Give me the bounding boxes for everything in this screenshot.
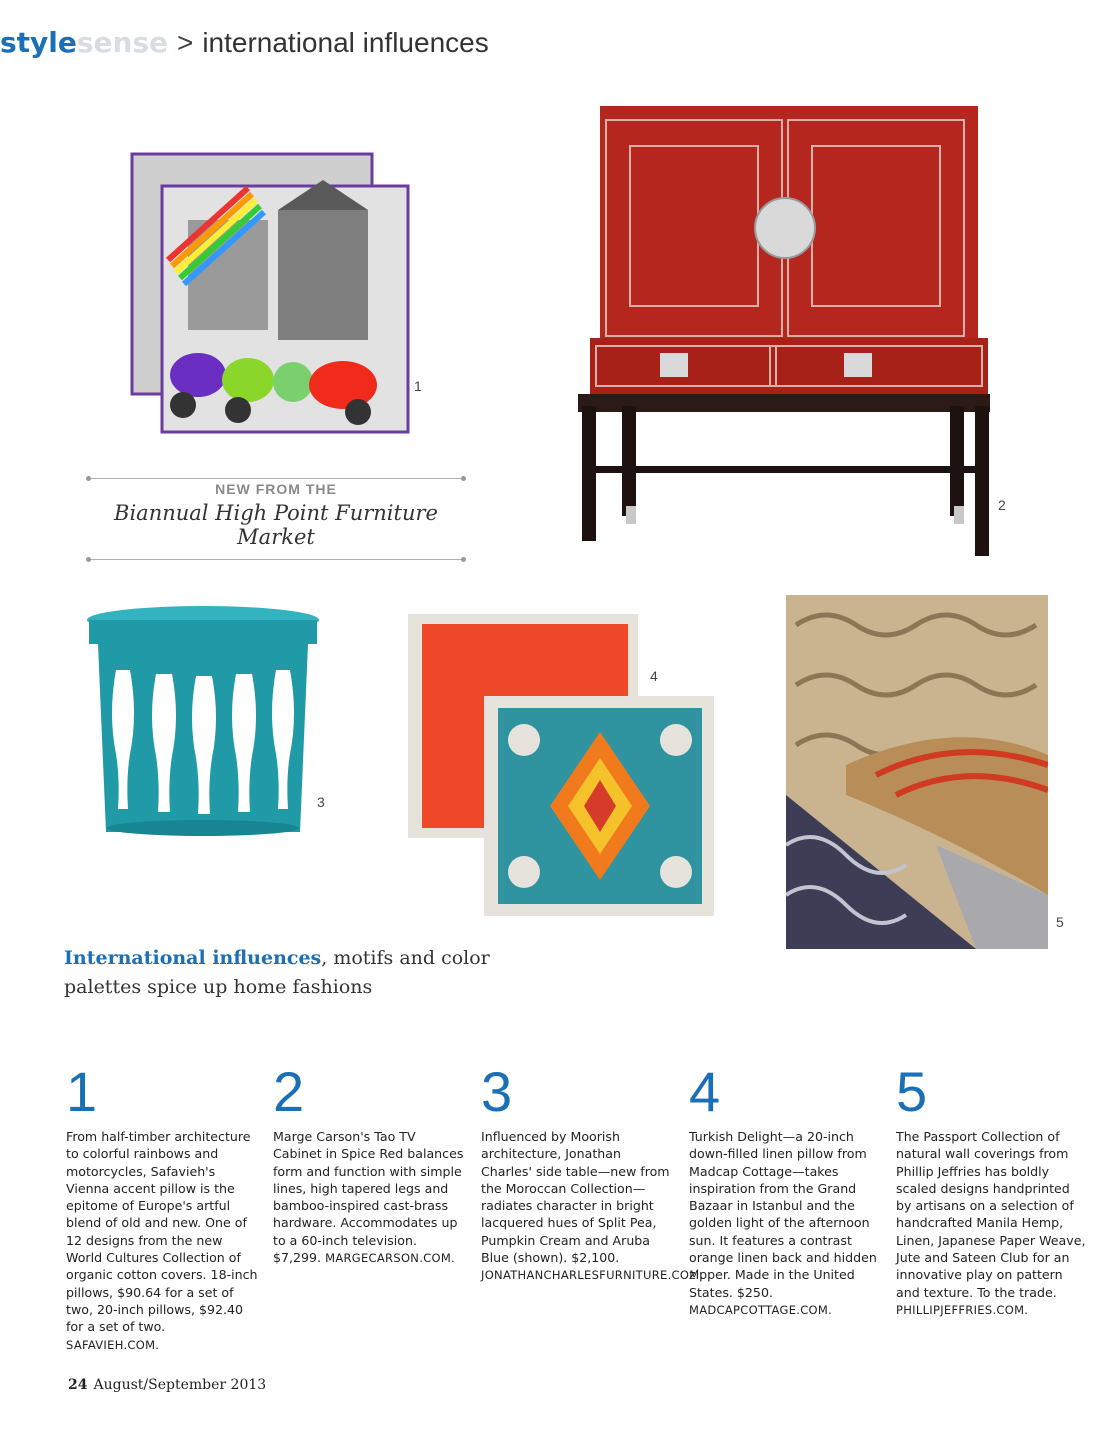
item-url: MARGECARSON.COM. (325, 1251, 456, 1266)
item-column-4 (689, 1062, 881, 1319)
turkish-delight-pillows-image (404, 610, 718, 918)
item-column-1 (66, 1062, 258, 1354)
market-banner (86, 478, 466, 560)
item-number: 3 (481, 1060, 513, 1123)
item-url: PHILLIPJEFFRIES.COM. (896, 1302, 1029, 1317)
item-number: 5 (896, 1060, 928, 1123)
page-footer (68, 1377, 266, 1393)
item-number: 4 (689, 1060, 721, 1123)
issue-date: August/September 2013 (93, 1377, 267, 1393)
item-text: From half-timber architecture to colorful rainbows and motorcycles, Safavieh's Vienna accent pillow is the epitome of Europe's artful blend of old and new. One of 12 designs from the new World Cultures Collection of organic cotton covers. 18-inch pillows, $90.64 for a set of two, 20-inch pillows, $92.40 for a set of two. (66, 1129, 258, 1335)
item-url: SAFAVIEH.COM. (66, 1337, 160, 1352)
headline-highlight: International influences (64, 947, 322, 969)
page-number: 24 (68, 1377, 88, 1393)
item-text: Marge Carson's Tao TV Cabinet in Spice Red balances form and function with simple lines, high tapered legs and bamboo-inspired cast-brass hardware. Accommodates up to a 60-inch television. $7,299. (273, 1129, 464, 1266)
banner-rule-bottom (86, 559, 466, 560)
banner-rule-top (86, 478, 466, 479)
item-column-2 (273, 1062, 465, 1267)
passport-wall-coverings-image (786, 595, 1048, 949)
headline-rest: , motifs and color palettes spice up home fashions (64, 947, 490, 998)
item-column-5 (896, 1062, 1088, 1319)
item-text: The Passport Collection of natural wall coverings from Phillip Jeffries has boldly scaled designs handprinted by artisans on a selection of handcrafted Manila Hemp, Linen, Japanese Paper Weave, Jute and Sateen Club for an innovative play on pattern and texture. To the trade. (896, 1129, 1086, 1300)
item-column-3 (481, 1060, 704, 1285)
banner-kicker: NEW FROM THE (215, 481, 337, 497)
figure-number-3: 3 (317, 794, 325, 810)
brand-style: style (0, 26, 77, 59)
vienna-pillows-image (128, 150, 413, 438)
header-separator: > (177, 27, 194, 58)
section-header (0, 26, 489, 59)
banner-title: Biannual High Point Furniture Market (114, 501, 438, 549)
figure-number-2: 2 (998, 497, 1006, 513)
item-number: 2 (273, 1060, 305, 1123)
item-url: JONATHANCHARLESFURNITURE.COM. (481, 1268, 704, 1283)
item-url: MADCAPCOTTAGE.COM. (689, 1302, 833, 1317)
figure-number-4: 4 (650, 668, 658, 684)
feature-headline (64, 944, 504, 1002)
item-text: Turkish Delight—a 20-inch down-filled linen pillow from Madcap Cottage—takes inspiration from the Grand Bazaar in Istanbul and the golden light of the afternoon sun. It features a contrast orange linen back and hidden zipper. Made in the United States. $250. (689, 1129, 877, 1300)
figure-number-1: 1 (414, 378, 422, 394)
tao-tv-cabinet-image (578, 106, 993, 562)
item-number: 1 (66, 1060, 98, 1123)
section-title: international influences (202, 27, 489, 58)
moroccan-side-table-image (86, 604, 321, 840)
item-text: Influenced by Moorish architecture, Jonathan Charles' side table—new from the Moroccan Collection—radiates character in bright lacquered hues of Split Pea, Pumpkin Cream and Aruba Blue (shown). $2,100. (481, 1129, 670, 1266)
brand-sense: sense (76, 26, 169, 59)
figure-number-5: 5 (1056, 914, 1064, 930)
